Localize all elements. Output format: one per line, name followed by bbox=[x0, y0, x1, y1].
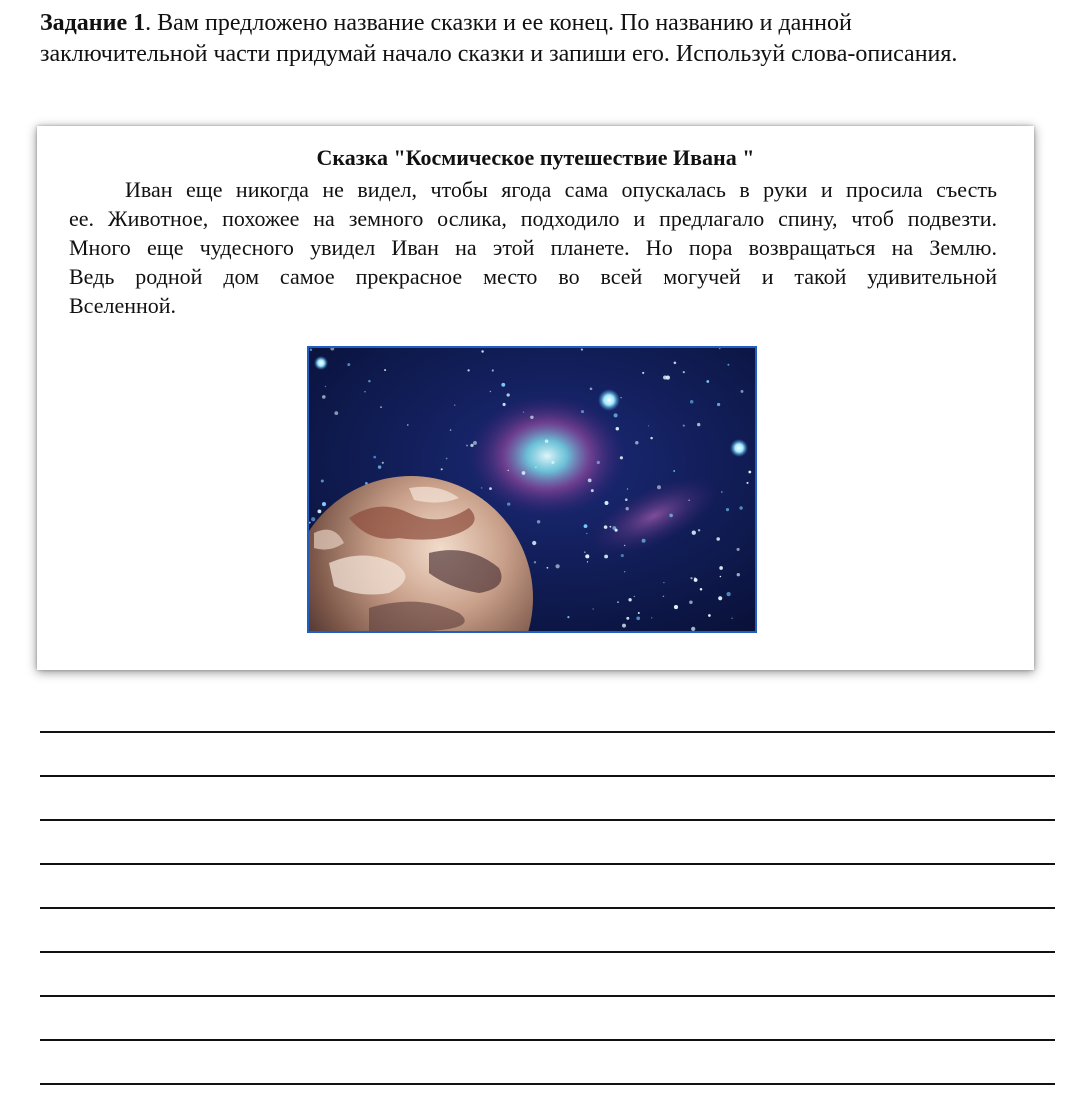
answer-line[interactable] bbox=[40, 1039, 1055, 1041]
task-instructions bbox=[40, 8, 1060, 70]
answer-line[interactable] bbox=[40, 731, 1055, 733]
answer-line[interactable] bbox=[40, 907, 1055, 909]
answer-line[interactable] bbox=[40, 775, 1055, 777]
story-line: Вселенной. bbox=[69, 293, 177, 318]
space-illustration bbox=[307, 346, 757, 633]
bright-star bbox=[730, 439, 748, 457]
story-body bbox=[69, 175, 997, 320]
bright-star bbox=[598, 389, 620, 411]
answer-line[interactable] bbox=[40, 819, 1055, 821]
answer-line[interactable] bbox=[40, 863, 1055, 865]
answer-line[interactable] bbox=[40, 1083, 1055, 1085]
answer-line[interactable] bbox=[40, 951, 1055, 953]
answer-line[interactable] bbox=[40, 995, 1055, 997]
space-illustration-svg bbox=[309, 348, 755, 631]
nebula-cloud bbox=[467, 394, 627, 518]
story-title: Сказка "Космическое путешествие Ивана " bbox=[316, 145, 755, 170]
story-card bbox=[37, 126, 1034, 670]
story-line: Много еще чудесного увидел Иван на этой планете. Но пора возвращаться на Землю. bbox=[69, 235, 997, 260]
task-line-1 bbox=[40, 8, 1060, 39]
task-text-2: заключительной части придумай начало сказки и запиши его. Используй слова-описания. bbox=[40, 41, 958, 67]
task-text-1: . Вам предложено название сказки и ее конец. По названию и данной bbox=[145, 10, 852, 36]
story-line: ее. Животное, похожее на земного ослика, подходило и предлагало спину, чтоб подвезти. bbox=[69, 206, 997, 231]
task-label: Задание 1 bbox=[40, 10, 146, 36]
story-line: Ведь родной дом самое прекрасное место во всей могучей и такой удивительной bbox=[69, 264, 997, 289]
bright-star bbox=[314, 356, 328, 370]
story-line: Иван еще никогда не видел, чтобы ягода сама опускалась в руки и просила съесть bbox=[125, 177, 997, 202]
